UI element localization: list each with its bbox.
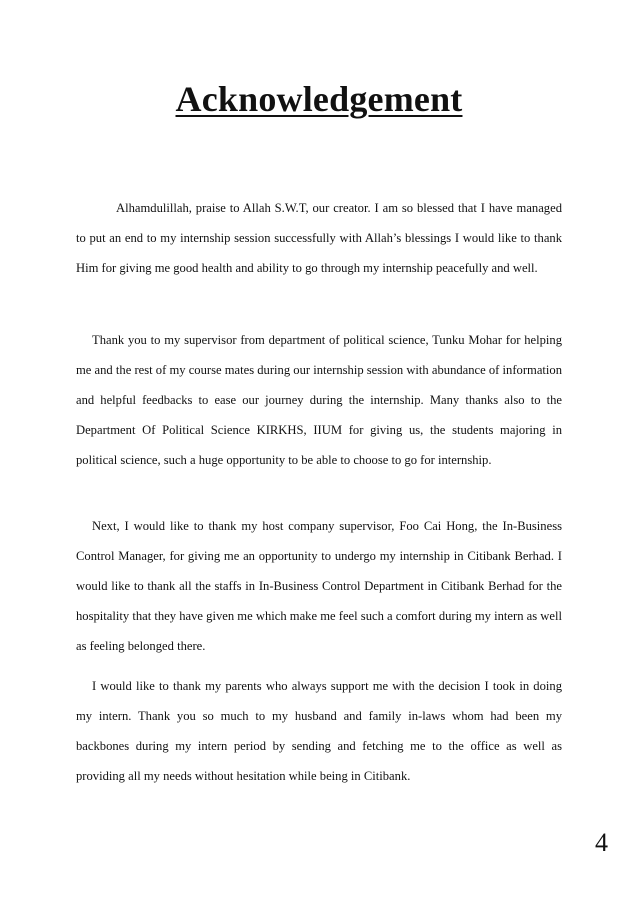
paragraph-thanks-host-company: Next, I would like to thank my host company supervisor, Foo Cai Hong, the In-Business Control Manager, for giving me an opportunity to undergo my internship in Citibank Berhad. I would like to thank all the staffs in In-Business Control Department in Citibank Berhad for the hospitality that they have given me which make me feel such a comfort during my intern as well as feeling belonged there.	[76, 519, 562, 653]
paragraph-gratitude-to-allah: Alhamdulillah, praise to Allah S.W.T, our creator. I am so blessed that I have managed to put an end to my internship session successfully with Allah’s blessings I would like to thank Him for giving me good health and ability to go through my internship peacefully and well.	[76, 201, 562, 275]
paragraph-thanks-family: I would like to thank my parents who always support me with the decision I took in doing my intern. Thank you so much to my husband and family in-laws whom had been my backbones during my intern period by sending and fetching me to the office as well as providing all my needs without hesitation while being in Citibank.	[76, 679, 562, 783]
page-number: 4	[595, 828, 608, 857]
page-title: Acknowledgement	[175, 79, 463, 119]
paragraph-thanks-supervisor: Thank you to my supervisor from department of political science, Tunku Mohar for helping me and the rest of my course mates during our internship session with abundance of information and helpful feedbacks to ease our journey during the internship. Many thanks also to the Department Of Political Science KIRKHS, IIUM for giving us, the students majoring in political science, such a huge opportunity to be able to choose to go for internship.	[76, 333, 562, 467]
